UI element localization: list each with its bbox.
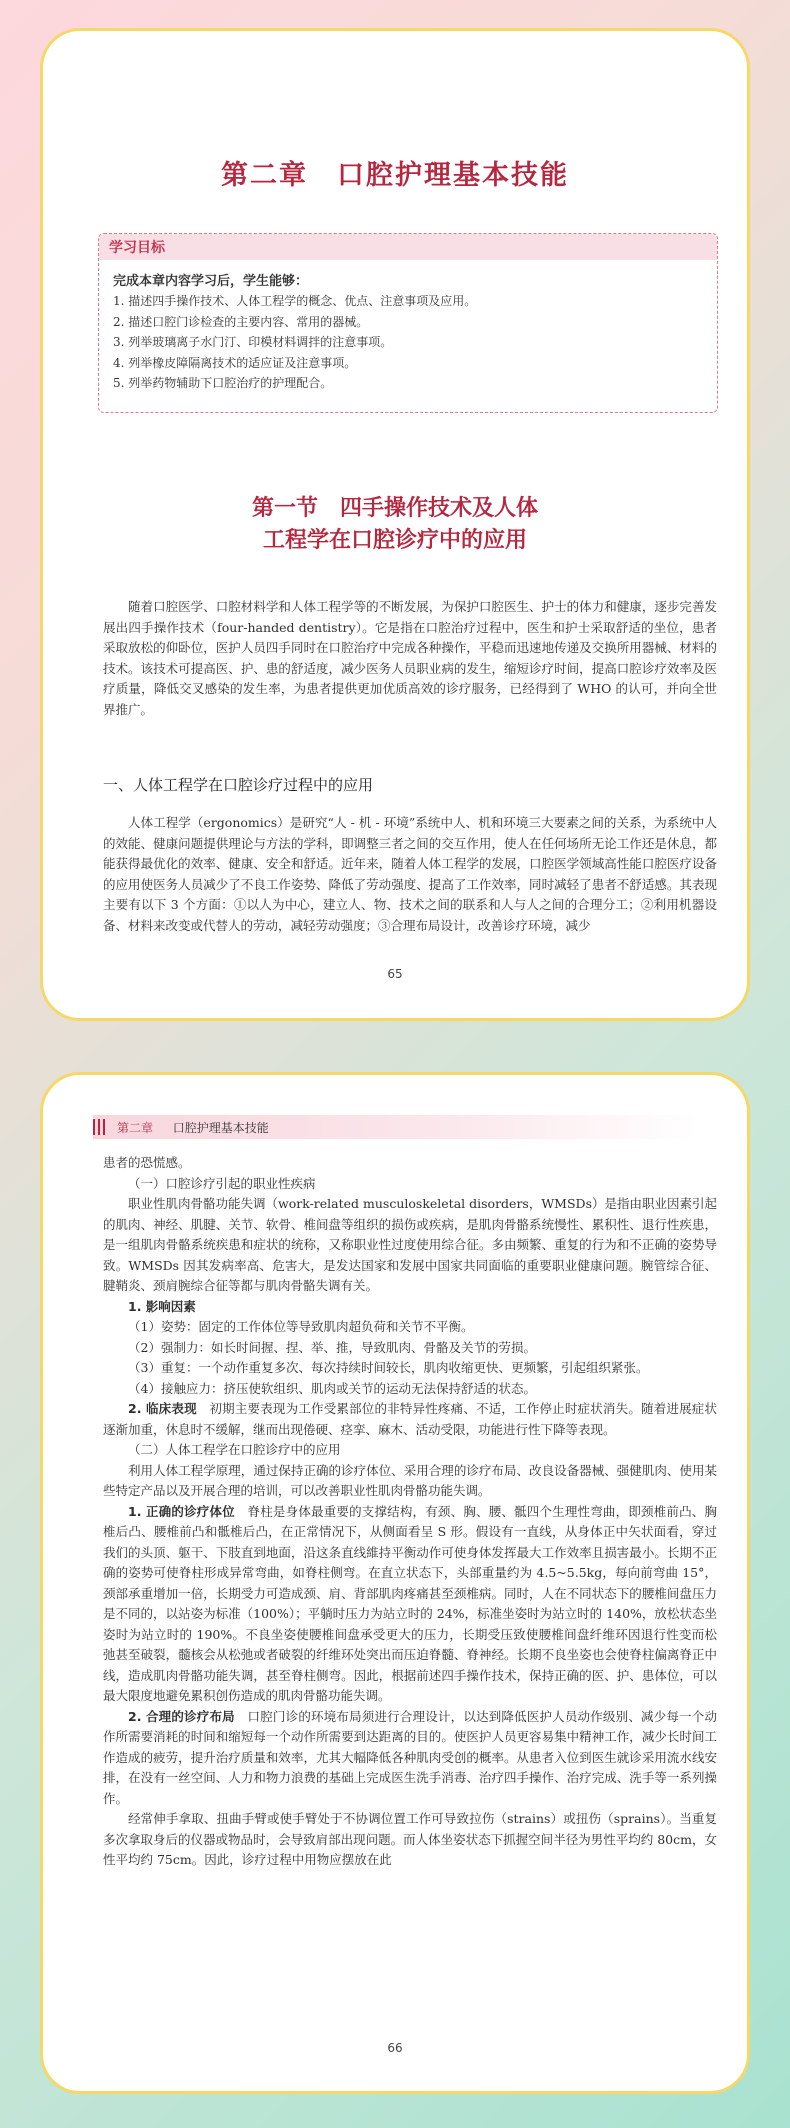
layout-title: 2. 合理的诊疗布局	[128, 1708, 235, 1724]
posture-title: 1. 正确的诊疗体位	[128, 1503, 235, 1519]
layout-paragraph	[103, 1707, 717, 1810]
goal-item: 1. 描述四手操作技术、人体工程学的概念、优点、注意事项及应用。	[113, 294, 477, 308]
learning-goals-intro: 完成本章内容学习后，学生能够：	[113, 274, 309, 289]
intro-paragraph-block	[103, 597, 717, 720]
running-head	[93, 1115, 697, 1139]
application-paragraph: 利用人体工程学原理，通过保持正确的诊疗体位、采用合理的诊疗布局、改良设备器械、强健肌肉、使用某些特定产品以及开展合理的培训，可以改善职业性肌肉骨骼功能失调。	[103, 1462, 717, 1498]
factor-item: （4）接触应力：挤压使软组织、肌肉或关节的运动无法保持舒适的状态。	[128, 1380, 536, 1396]
section-title-line-1: 第一节 四手操作技术及人体	[251, 496, 538, 521]
factors-title: 1. 影响因素	[128, 1298, 196, 1314]
learning-goals-tag: 学习目标	[109, 240, 165, 256]
page-66	[40, 1072, 750, 2094]
clinical-title: 2. 临床表现	[128, 1401, 197, 1416]
goal-item: 2. 描述口腔门诊检查的主要内容、常用的器械。	[113, 314, 369, 329]
layout-text: 口腔门诊的环境布局须进行合理设计，以达到降低医护人员动作级别、减少每一个动作所需要消耗的时间和缩短每一个动作所需要到达距离的目的。使医护人员更容易集中精神工作，减少长时间工作造成的疲劳，提升治疗质量和效率，尤其大幅降低各种肌肉受创的概率。从患者入位到医生就诊采用流水线安排，在没有一丝空间、人力和物力浪费的基础上完成医生洗手消毒、治疗四手操作、治疗完成、洗手等一系列操作。	[103, 1708, 717, 1806]
subheading-occupational-disease: （一）口腔诊疗引起的职业性疾病	[128, 1175, 316, 1191]
page-number: 65	[387, 967, 403, 981]
goal-item: 4. 列举橡皮障隔离技术的适应证及注意事项。	[113, 355, 357, 370]
clinical-paragraph	[103, 1399, 717, 1440]
chapter-title: 第二章 口腔护理基本技能	[221, 160, 569, 191]
wmsd-paragraph: 职业性肌肉骨骼功能失调（work-related musculoskeletal disorders，WMSDs）是指由职业因素引起的肌肉、神经、肌腱、关节、软骨、椎间盘等组织的损伤或疾病，是肌肉骨骼系统慢性、累积性、退行性疾患，是一组肌肉骨骼系统疾患和症状的统称，又称职业性过度使用综合征。多由频繁、重复的行为和不正确的姿势导致。WMSDs 因其发病率高、危害大，是发达国家和发展中国家共同面临的重要职业健康问题。腕管综合征、腱鞘炎、颈肩腕综合征等都与肌肉骨骼失调有关。	[103, 1196, 717, 1293]
ergonomics-paragraph: 人体工程学（ergonomics）是研究“人 - 机 - 环境”系统中人、机和环境三大要素之间的关系，为系统中人的效能、健康问题提供理论与方法的学科，即调整三者之间的交互作用，使人在任何场所无论工作还是休息，都能获得最优化的效率、健康、安全和舒适。近年来，随着人体工程学的发展，口腔医学领域高性能口腔医疗设备的应用使医务人员减少了不良工作姿势、降低了劳动强度、提高了工作效率，同时减轻了患者不舒适感。其表现主要有以下 3 个方面：①以人为中心，建立人、物、技术之间的联系和人与人之间的合理分工；②利用机器设备、材料来改变或代替人的劳动，减轻劳动强度；③合理布局设计，改善诊疗环境，减少	[103, 815, 717, 933]
ergonomics-paragraph-block	[103, 813, 717, 936]
factor-item: （1）姿势：固定的工作体位等导致肌肉超负荷和关节不平衡。	[128, 1319, 474, 1334]
goal-item: 3. 列举玻璃离子水门汀、印模材料调拌的注意事项。	[113, 335, 393, 349]
running-head-bars-icon	[93, 1119, 111, 1135]
factors-heading	[103, 1297, 717, 1318]
page-65	[40, 28, 750, 1021]
section-title-line-2: 工程学在口腔诊疗中的应用	[262, 528, 527, 553]
intro-paragraph: 随着口腔医学、口腔材料学和人体工程学等的不断发展，为保护口腔医生、护士的体力和健康，逐步完善发展出四手操作技术（four-handed dentistry）。它是指在口腔治疗过程中，医生和护士采取舒适的坐位，患者采取放松的仰卧位，医护人员四手同时在口腔治疗中完成各种操作，平稳而迅速地传递及交换所用器械、材料的技术。该技术可提高医、护、患的舒适度，减少医务人员职业病的发生，缩短诊疗时间，提高口腔诊疗效率及医疗质量，降低交叉感染的发生率，为患者提供更加优质高效的诊疗服务，已经得到了 WHO 的认可，并向全世界推广。	[103, 599, 717, 717]
heading-ergonomics: 一、人体工程学在口腔诊疗过程中的应用	[103, 776, 374, 794]
posture-paragraph	[103, 1502, 717, 1707]
running-head-text	[117, 1119, 269, 1136]
page-number: 66	[387, 2041, 403, 2055]
continuation-text: 患者的恐慌感。	[103, 1155, 191, 1170]
factor-item: （2）强制力：如长时间握、捏、举、推，导致肌肉、骨骼及关节的劳损。	[128, 1339, 536, 1355]
subheading-ergonomics-application: （二）人体工程学在口腔诊疗中的应用	[128, 1442, 341, 1457]
reach-paragraph: 经常伸手拿取、扭曲手臂或使手臂处于不协调位置工作可导致拉伤（strains）或扭伤（sprains）。当重复多次拿取身后的仪器或物品时，会导致肩部出现问题。而人体坐姿状态下抓握空间半径为男性平均约 80cm，女性平均约 75cm。因此，诊疗过程中用物应摆放在此	[103, 1811, 717, 1867]
posture-text: 脊柱是身体最重要的支撑结构，有颈、胸、腰、骶四个生理性弯曲，即颈椎前凸、胸椎后凸、腰椎前凸和骶椎后凸，在正常情况下，从侧面看呈 S 形。假设有一直线，从身体正中矢状面看，穿过我们的头顶、躯干、下肢直到地面，沿这条直线維持平衡动作可使身体发挥最大工作效率且损害最小。长期不正确的姿势可使脊柱形成异常弯曲，如脊柱侧弯。在直立状态下，头部重量约为 4.5~5.5kg，每向前弯曲 15°，颈部承重增加一倍，长期受力可造成颈、肩、背部肌肉疼痛甚至颈椎病。同时，人在不同状态下的腰椎间盘压力是不同的，以站姿为标准（100%）；平躺时压力为站立时的 24%，标准坐姿时为站立时的 140%，放松状态坐姿时为站立时的 190%。不良坐姿使腰椎间盘承受更大的压力，长期受压致使腰椎间盘纤维环因退行性变而松弛甚至破裂，髓核会从松弛或者破裂的纤维环处突出而压迫脊髓、脊神经。长期不良坐姿也会使脊柱偏离脊正中线，造成肌肉骨骼功能失调，甚至脊柱侧弯。因此，根据前述四手操作技术，保持正确的医、护、患体位，可以最大限度地避免累积创伤造成的肌肉骨骼功能失调。	[103, 1503, 717, 1703]
page2-body	[103, 1153, 717, 1871]
section-title	[43, 493, 747, 557]
goal-item: 5. 列举药物辅助下口腔治疗的护理配合。	[113, 376, 333, 390]
learning-goals-box	[98, 233, 718, 413]
running-head-title: 口腔护理基本技能	[172, 1121, 269, 1135]
learning-goals-list	[113, 291, 707, 394]
factor-item: （3）重复：一个动作重复多次、每次持续时间较长，肌肉收缩更快、更频繁，引起组织紧张。	[128, 1360, 649, 1375]
clinical-text: 初期主要表现为工作受累部位的非特异性疼痛、不适，工作停止时症状消失。随着进展症状逐渐加重，休息时不缓解，继而出现倦硬、痉挛、麻木、活动受限，功能进行性下降等表现。	[103, 1401, 717, 1437]
learning-goals-header	[99, 234, 717, 260]
running-head-chapter: 第二章	[117, 1121, 154, 1135]
